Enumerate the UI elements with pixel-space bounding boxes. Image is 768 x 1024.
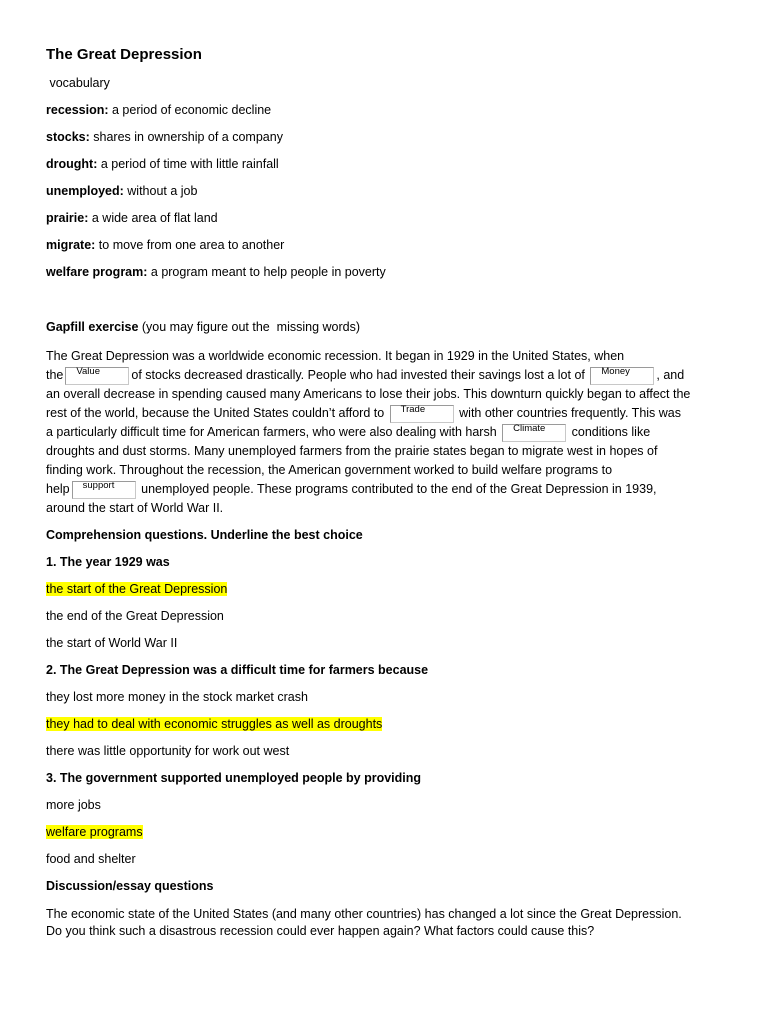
- vocab-term: unemployed:: [46, 184, 124, 198]
- vocab-def: a period of economic decline: [108, 103, 272, 117]
- spacer: [46, 292, 726, 320]
- gapfill-row: [46, 480, 726, 499]
- answer-choice[interactable]: [46, 582, 726, 597]
- vocab-item: [46, 238, 726, 253]
- vocab-item: [46, 265, 726, 280]
- vocab-item: [46, 211, 726, 226]
- gapfill-heading-line: [46, 320, 726, 335]
- gap-input-value[interactable]: [65, 367, 129, 385]
- answer-choice[interactable]: more jobs: [46, 798, 101, 812]
- gapfill-text: , and: [656, 368, 685, 382]
- gap-answer: Climate: [513, 423, 546, 434]
- gapfill-note: (you may figure out the missing words): [138, 320, 361, 334]
- gapfill-text: The Great Depression was a worldwide economic recession. It began in 1929 in the United States, when: [46, 349, 625, 363]
- question-text: 1. The year 1929 was: [46, 555, 170, 569]
- gapfill-paragraph: [46, 347, 726, 518]
- gapfill-text: droughts and dust storms. Many unemployed farmers from the prairie states began to migrate west in hopes of: [46, 444, 658, 458]
- answer-choice[interactable]: [46, 717, 726, 732]
- gap-input-money[interactable]: [590, 367, 654, 385]
- vocab-term: prairie:: [46, 211, 89, 225]
- vocab-term: migrate:: [46, 238, 96, 252]
- gapfill-text: conditions like: [571, 425, 651, 439]
- answer-choice[interactable]: there was little opportunity for work out west: [46, 744, 290, 758]
- answer-choice[interactable]: [46, 825, 726, 840]
- vocab-def: to move from one area to another: [95, 238, 285, 252]
- answer-highlighted: welfare programs: [46, 825, 143, 839]
- vocab-item: [46, 184, 726, 199]
- gapfill-heading: Gapfill exercise: [46, 320, 139, 334]
- discussion-text: Do you think such a disastrous recession could ever happen again? What factors could cause this?: [46, 924, 595, 938]
- gapfill-text: with other countries frequently. This was: [459, 406, 682, 420]
- discussion-paragraph: [46, 906, 726, 940]
- gap-input-climate[interactable]: [502, 424, 566, 442]
- gapfill-text: around the start of World War II.: [46, 501, 224, 515]
- vocab-def: a period of time with little rainfall: [97, 157, 279, 171]
- answer-choice[interactable]: food and shelter: [46, 852, 136, 866]
- gapfill-text: of stocks decreased drastically. People who had invested their savings lost a lot of: [131, 368, 585, 382]
- comprehension-heading: Comprehension questions. Underline the best choice: [46, 528, 363, 542]
- vocab-term: welfare program:: [46, 265, 148, 279]
- discussion-heading: Discussion/essay questions: [46, 879, 214, 893]
- vocab-def: without a job: [123, 184, 198, 198]
- gapfill-text: a particularly difficult time for American farmers, who were also dealing with harsh: [46, 425, 497, 439]
- gapfill-text: help: [46, 482, 70, 496]
- question-1: [46, 555, 726, 651]
- gap-answer: Money: [601, 366, 630, 377]
- answer-highlighted: they had to deal with economic struggles as well as droughts: [46, 717, 383, 731]
- vocab-def: a wide area of flat land: [88, 211, 218, 225]
- gapfill-text: finding work. Throughout the recession, the American government worked to build welfare programs to: [46, 463, 613, 477]
- gapfill-row: [46, 366, 726, 385]
- document-title: The Great Depression: [46, 46, 202, 63]
- vocab-def: shares in ownership of a company: [89, 130, 283, 144]
- gap-answer: support: [82, 480, 115, 491]
- gapfill-text: an overall decrease in spending caused many Americans to lose their jobs. This downturn quickly began to affect the: [46, 387, 691, 401]
- question-2: [46, 663, 726, 759]
- vocab-term: stocks:: [46, 130, 90, 144]
- question-3: [46, 771, 726, 867]
- vocab-item: [46, 103, 726, 118]
- vocab-term: recession:: [46, 103, 109, 117]
- answer-choice[interactable]: they lost more money in the stock market crash: [46, 690, 308, 704]
- answer-choice[interactable]: the start of World War II: [46, 636, 178, 650]
- vocab-heading: vocabulary: [46, 76, 110, 90]
- discussion-text: The economic state of the United States (and many other countries) has changed a lot since the Great Depression.: [46, 907, 682, 921]
- gapfill-text: rest of the world, because the United States couldn’t afford to: [46, 406, 385, 420]
- gapfill-row: [46, 404, 726, 423]
- vocab-def: a program meant to help people in poverty: [147, 265, 386, 279]
- vocab-list: [46, 103, 726, 280]
- gapfill-text: unemployed people. These programs contributed to the end of the Great Depression in 1939,: [141, 482, 657, 496]
- answer-highlighted: the start of the Great Depression: [46, 582, 228, 596]
- question-text: 3. The government supported unemployed people by providing: [46, 771, 422, 785]
- document-page: [46, 46, 726, 950]
- vocab-item: [46, 157, 726, 172]
- vocab-term: drought:: [46, 157, 98, 171]
- gap-input-support[interactable]: [72, 481, 136, 499]
- gap-answer: Value: [76, 366, 100, 377]
- question-text: 2. The Great Depression was a difficult time for farmers because: [46, 663, 429, 677]
- gapfill-text: the: [46, 368, 64, 382]
- gapfill-row: [46, 423, 726, 442]
- answer-choice[interactable]: the end of the Great Depression: [46, 609, 224, 623]
- gap-answer: Trade: [400, 404, 426, 415]
- vocab-item: [46, 130, 726, 145]
- gap-input-trade[interactable]: [390, 405, 454, 423]
